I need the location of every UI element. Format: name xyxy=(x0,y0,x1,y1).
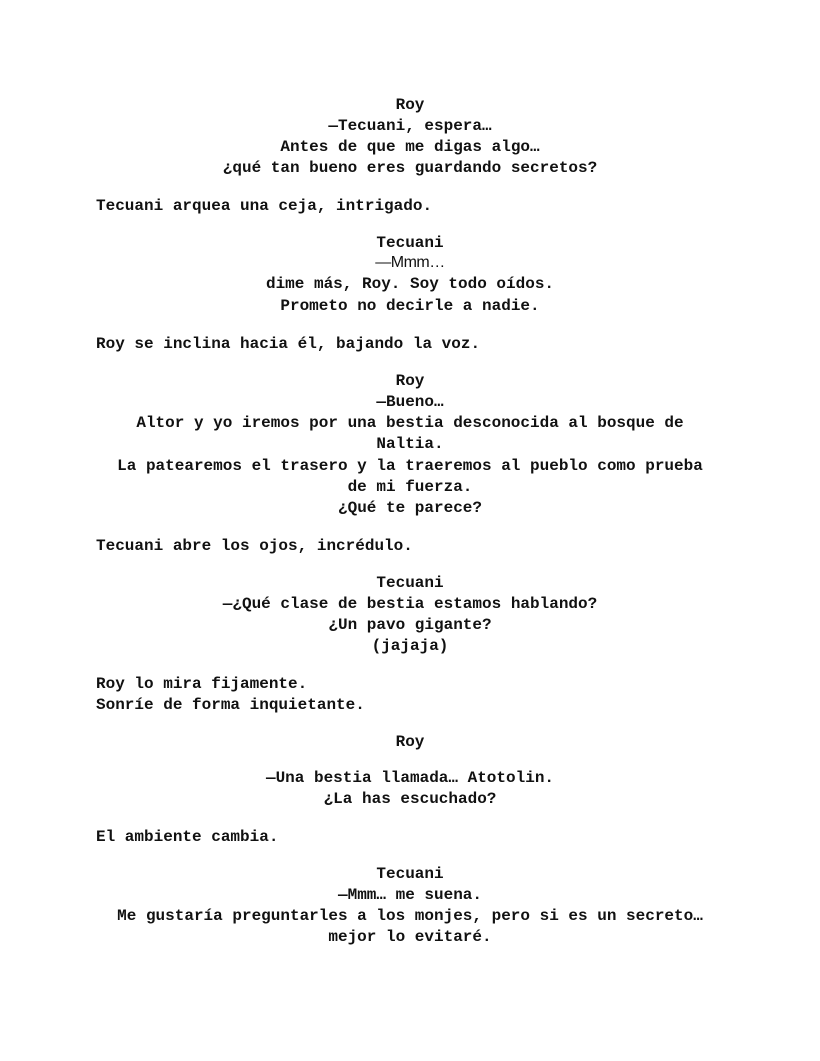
character-name: Roy xyxy=(395,733,425,751)
dialogue-line: La patearemos el trasero y la traeremos al pueblo como prueba xyxy=(117,457,703,475)
action-line: Roy se inclina hacia él, bajando la voz. xyxy=(96,335,481,353)
dialogue-line: Me gustaría preguntarles a los monjes, pero si es un secreto… xyxy=(117,907,703,925)
action-line: Roy lo mira fijamente. xyxy=(96,675,308,693)
dialogue-line: —Tecuani, espera… xyxy=(328,117,492,135)
dialogue-line: Altor y yo iremos por una bestia desconocida al bosque de xyxy=(136,414,684,432)
dialogue-line: —Mmm… xyxy=(375,254,445,271)
dialogue-line: ¿Un pavo gigante? xyxy=(328,616,492,634)
dialogue-line: ¿qué tan bueno eres guardando secretos? xyxy=(222,159,598,177)
dialogue-line: ¿Qué te parece? xyxy=(337,499,483,517)
dialogue-line: —Bueno… xyxy=(376,393,444,411)
dialogue-line: de mi fuerza. xyxy=(347,478,473,496)
character-name: Tecuani xyxy=(376,865,444,883)
dialogue-line: ¿La has escuchado? xyxy=(323,790,497,808)
action-line: El ambiente cambia. xyxy=(96,828,279,846)
dialogue-line: mejor lo evitaré. xyxy=(328,928,492,946)
dialogue-line: Antes de que me digas algo… xyxy=(280,138,540,156)
dialogue-line: —Una bestia llamada… Atotolin. xyxy=(265,769,555,787)
character-name: Tecuani xyxy=(376,234,444,252)
parenthetical: (jajaja) xyxy=(371,637,449,655)
action-line: Tecuani abre los ojos, incrédulo. xyxy=(96,537,413,555)
action-line: Tecuani arquea una ceja, intrigado. xyxy=(96,197,433,215)
dialogue-line: Naltia. xyxy=(376,435,444,453)
character-name: Roy xyxy=(395,96,425,114)
action-line: Sonríe de forma inquietante. xyxy=(96,696,365,714)
dialogue-line: —¿Qué clase de bestia estamos hablando? xyxy=(222,595,598,613)
dialogue-line: Prometo no decirle a nadie. xyxy=(280,297,540,315)
dialogue-line: —Mmm… me suena. xyxy=(337,886,483,904)
dialogue-line: dime más, Roy. Soy todo oídos. xyxy=(265,275,555,293)
character-name: Roy xyxy=(395,372,425,390)
character-name: Tecuani xyxy=(376,574,444,592)
